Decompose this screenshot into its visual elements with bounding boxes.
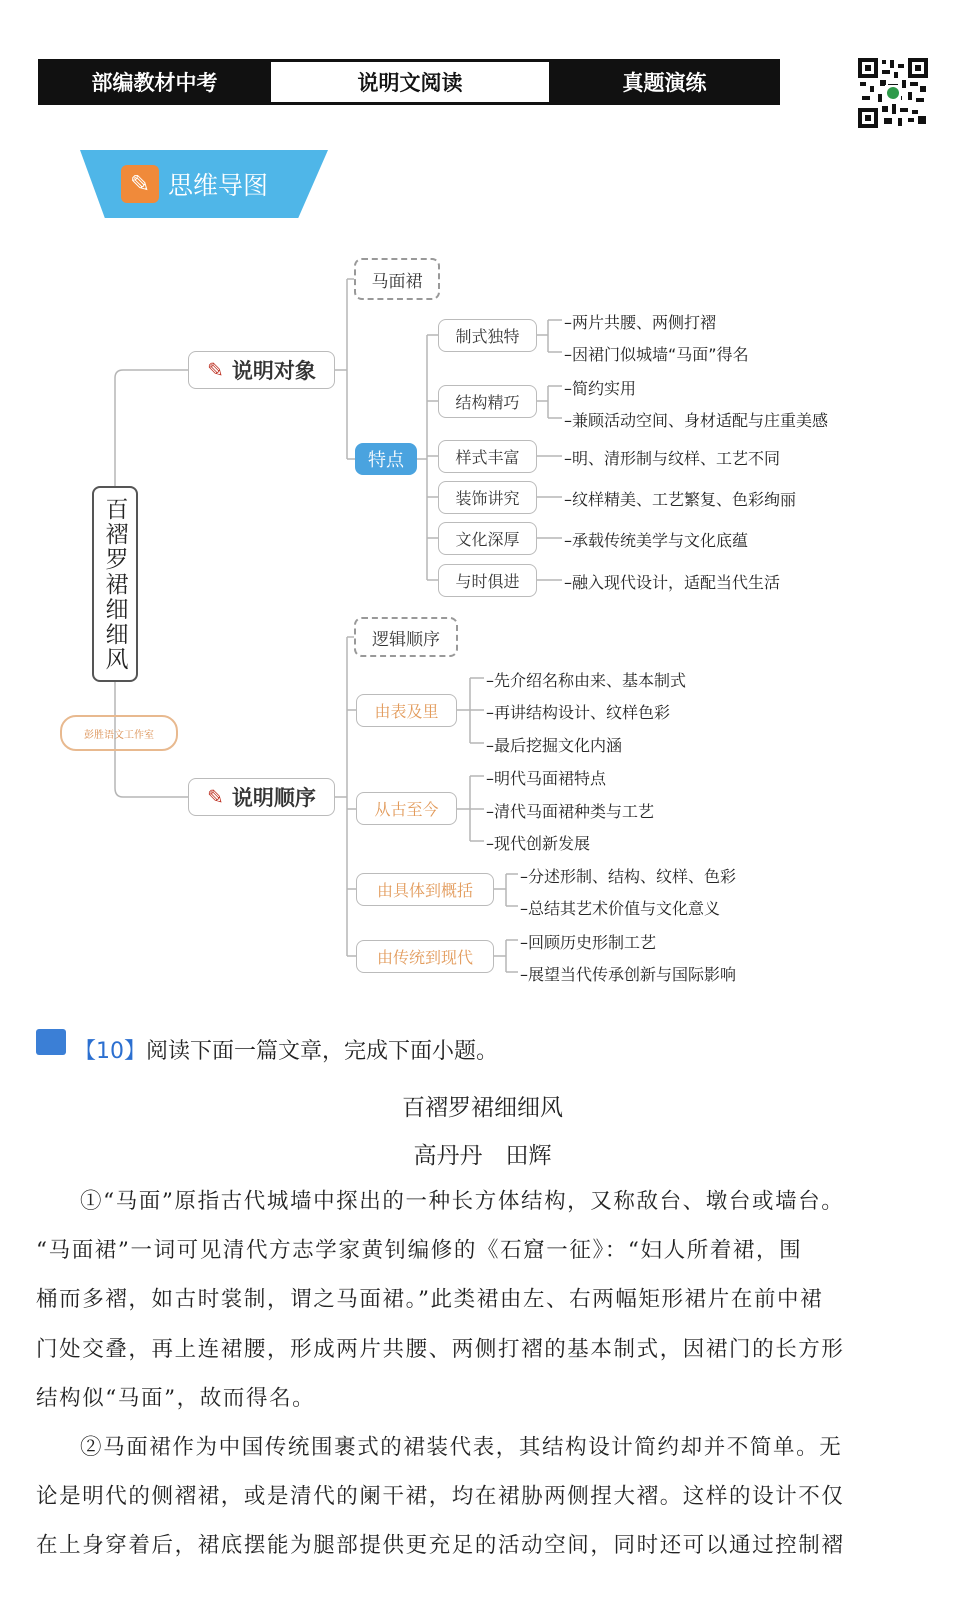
order-detail: –分述形制、结构、纹样、色彩 bbox=[520, 867, 737, 886]
feature-detail: –兼顾活动空间、身材适配与庄重美感 bbox=[564, 411, 829, 430]
logic-order-node: 逻辑顺序 bbox=[354, 617, 458, 657]
question-number: 【10】 bbox=[74, 1039, 146, 1064]
article-authors: 高丹丹 田辉 bbox=[413, 1143, 552, 1169]
text-line: 结构似“马面”，故而得名。 bbox=[36, 1385, 316, 1411]
order-detail: –再讲结构设计、纹样色彩 bbox=[486, 703, 671, 722]
feature-node: 样式丰富 bbox=[438, 440, 537, 473]
text-line: 门处交叠，再上连裙腰，形成两片共腰、两侧打褶的基本制式，因裙门的长方形 bbox=[36, 1336, 845, 1362]
order-detail: –回顾历史形制工艺 bbox=[520, 933, 657, 952]
order-detail: –展望当代传承创新与国际影响 bbox=[520, 965, 737, 984]
bookmark-icon bbox=[36, 1029, 66, 1055]
text-line: ①“马面”原指古代城墙中探出的一种长方体结构，又称敌台、墩台或墙台。 bbox=[80, 1189, 845, 1214]
order-detail: –清代马面裙种类与工艺 bbox=[486, 802, 655, 821]
pencil-note-icon: ✎ bbox=[121, 165, 159, 203]
pen-icon: ✎ bbox=[207, 358, 224, 382]
feature-detail: –融入现代设计，适配当代生活 bbox=[564, 573, 781, 592]
order-detail: –总结其艺术价值与文化意义 bbox=[520, 899, 721, 918]
text-line: 在上身穿着后，裙底摆能为腿部提供更充足的活动空间，同时还可以通过控制褶 bbox=[36, 1533, 845, 1559]
feature-hub-node: 特点 bbox=[355, 443, 417, 475]
text-line: ②马面裙作为中国传统围裹式的裙装代表，其结构设计简约却并不简单。无 bbox=[80, 1435, 843, 1460]
feature-detail: –因裙门似城墙“马面”得名 bbox=[564, 345, 749, 364]
question-text: 阅读下面一篇文章，完成下面小题。 bbox=[146, 1039, 499, 1064]
order-detail: –最后挖掘文化内涵 bbox=[486, 736, 623, 755]
text-line: 桶而多褶，如古时裳制，谓之马面裙。”此类裙由左、右两幅矩形裙片在前中裙 bbox=[36, 1287, 824, 1313]
article-title: 百褶罗裙细细风 bbox=[402, 1095, 563, 1121]
branch-explanation-order-label: 说明顺序 bbox=[231, 786, 316, 810]
feature-node: 制式独特 bbox=[438, 319, 537, 352]
branch-explanation-object-label: 说明对象 bbox=[231, 359, 316, 383]
feature-node: 结构精巧 bbox=[438, 385, 537, 418]
feature-detail: –承载传统美学与文化底蕴 bbox=[564, 531, 749, 550]
feature-detail: –纹样精美、工艺繁复、色彩绚丽 bbox=[564, 490, 797, 509]
article-paragraph-2 bbox=[36, 1423, 902, 1571]
feature-node: 文化深厚 bbox=[438, 522, 537, 555]
order-node: 从古至今 bbox=[356, 792, 457, 825]
studio-stamp: 彭胜语文工作室 bbox=[60, 715, 178, 751]
header-right-label: 真题演练 bbox=[622, 71, 707, 95]
feature-node: 装饰讲究 bbox=[438, 481, 537, 514]
order-detail: –现代创新发展 bbox=[486, 834, 591, 853]
article-paragraph-1 bbox=[36, 1177, 902, 1423]
header-left-label: 部编教材中考 bbox=[91, 71, 218, 95]
pen-icon: ✎ bbox=[207, 785, 224, 809]
branch-explanation-object bbox=[188, 351, 335, 389]
order-node: 由传统到现代 bbox=[356, 940, 494, 973]
feature-detail: –简约实用 bbox=[564, 379, 637, 398]
order-node: 由表及里 bbox=[356, 694, 457, 727]
text-line: “马面裙”一词可见清代方志学家黄钊编修的《石窟一征》：“妇人所着裙，围 bbox=[36, 1238, 803, 1264]
header-middle-label: 说明文阅读 bbox=[357, 71, 463, 95]
order-node: 由具体到概括 bbox=[356, 873, 494, 906]
object-node: 马面裙 bbox=[354, 258, 440, 300]
order-detail: –明代马面裙特点 bbox=[486, 769, 607, 788]
question-prompt bbox=[74, 1034, 498, 1065]
banner-label: 思维导图 bbox=[168, 171, 269, 200]
feature-detail: –两片共腰、两侧打褶 bbox=[564, 313, 717, 332]
text-line: 论是明代的侧褶裙，或是清代的阑干裙，均在裙胁两侧捏大褶。这样的设计不仅 bbox=[36, 1484, 845, 1510]
feature-detail: –明、清形制与纹样、工艺不同 bbox=[564, 449, 781, 468]
order-detail: –先介绍名称由来、基本制式 bbox=[486, 671, 687, 690]
mindmap-root: 百褶罗裙细细风 bbox=[92, 486, 138, 682]
branch-explanation-order bbox=[188, 778, 335, 816]
feature-node: 与时俱进 bbox=[438, 564, 537, 597]
